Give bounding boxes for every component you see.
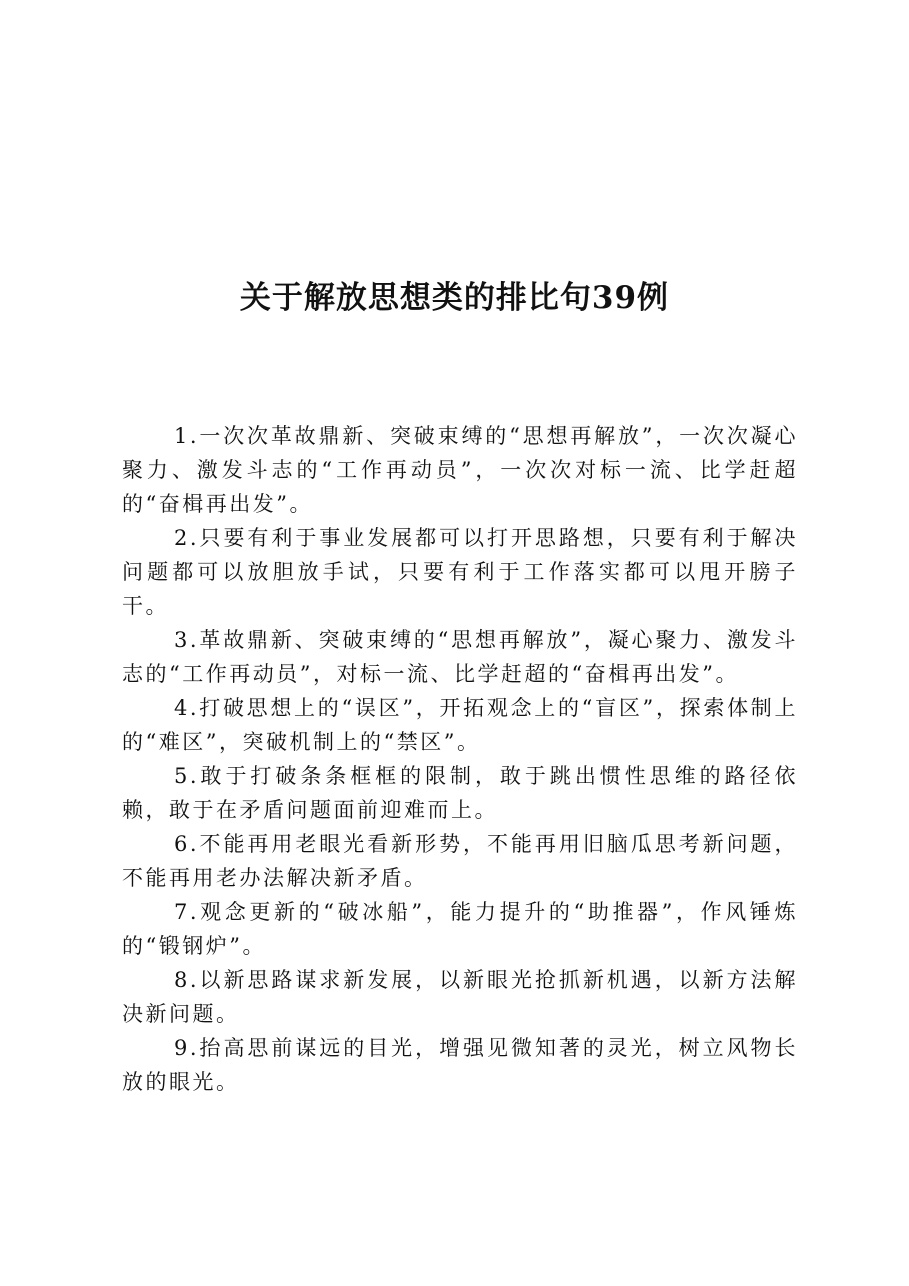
- paragraph-3: 3.革故鼎新、突破束缚的“思想再解放”，凝心聚力、激发斗志的“工作再动员”，对标一流、比学赶超的“奋楫再出发”。: [122, 628, 798, 686]
- paragraph-8: 8.以新思路谋求新发展，以新眼光抢抓新机遇，以新方法解决新问题。: [122, 968, 798, 1026]
- paragraph-4: 4.打破思想上的“误区”，开拓观念上的“盲区”，探索体制上的“难区”，突破机制上的“禁区”。: [122, 696, 798, 754]
- document-body: [122, 419, 798, 1099]
- document-title: 关于解放思想类的排比句39例: [239, 280, 670, 316]
- paragraph-9: 9.抬高思前谋远的目光，增强见微知著的灵光，树立风物长放的眼光。: [122, 1036, 798, 1094]
- paragraph-5: 5.敢于打破条条框框的限制，敢于跳出惯性思维的路径依赖，敢于在矛盾问题面前迎难而上。: [122, 764, 798, 822]
- paragraph-2: 2.只要有利于事业发展都可以打开思路想，只要有利于解决问题都可以放胆放手试，只要有利于工作落实都可以甩开膀子干。: [122, 526, 798, 618]
- paragraph-7: 7.观念更新的“破冰船”，能力提升的“助推器”，作风锤炼的“锻钢炉”。: [122, 900, 798, 958]
- paragraph-6: 6.不能再用老眼光看新形势，不能再用旧脑瓜思考新问题，不能再用老办法解决新矛盾。: [122, 832, 798, 890]
- paragraph-1: 1.一次次革故鼎新、突破束缚的“思想再解放”，一次次凝心聚力、激发斗志的“工作再动员”，一次次对标一流、比学赶超的“奋楫再出发”。: [122, 424, 798, 516]
